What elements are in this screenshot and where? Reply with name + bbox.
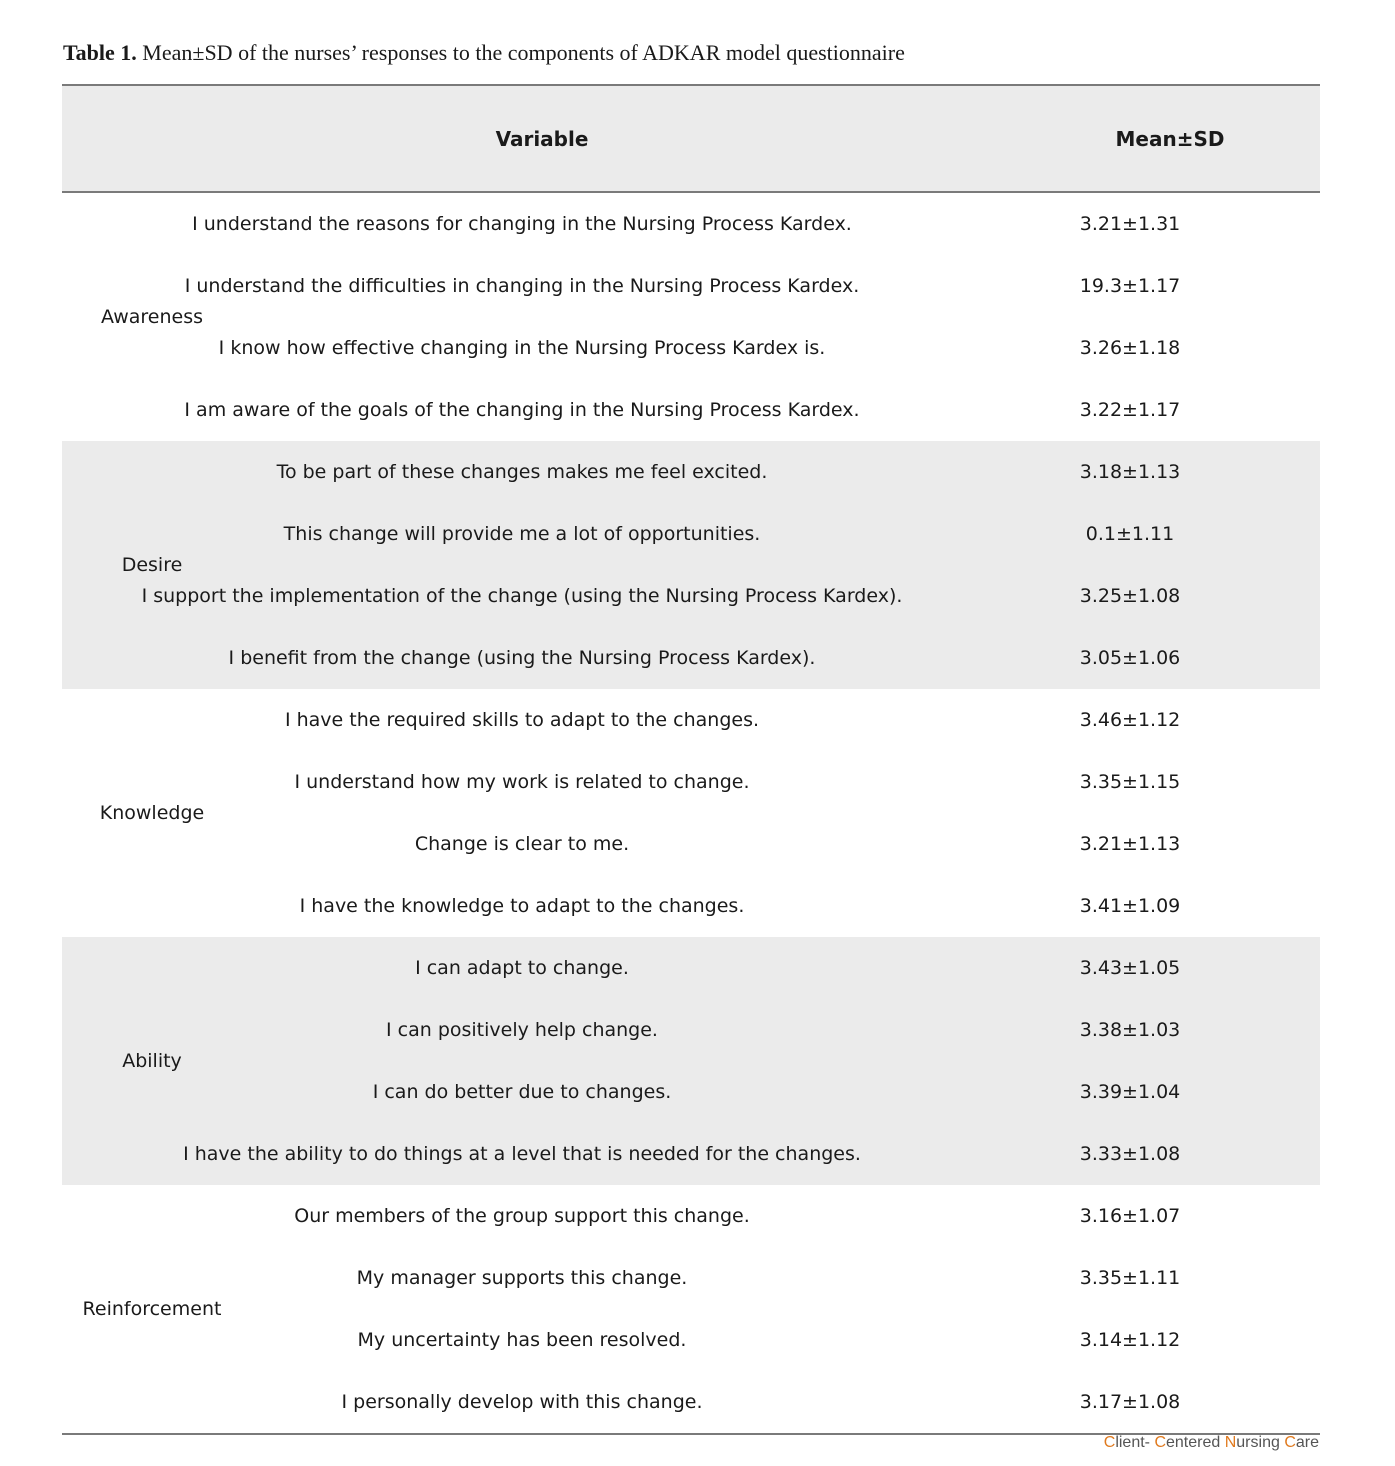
table-row bbox=[242, 999, 1320, 1061]
table-row bbox=[242, 689, 1320, 751]
table-header bbox=[62, 86, 1320, 191]
table-row bbox=[242, 875, 1320, 937]
footer-c3: C bbox=[1284, 1434, 1296, 1451]
row-value: 0.1±1.11 bbox=[1085, 523, 1175, 545]
row-value: 3.16±1.07 bbox=[1079, 1205, 1181, 1227]
footer-entered: entered bbox=[1166, 1434, 1225, 1451]
row-item: I understand how my work is related to change. bbox=[294, 771, 750, 793]
row-value: 3.18±1.13 bbox=[1079, 461, 1181, 483]
group-name: Knowledge bbox=[99, 802, 205, 824]
row-value: 19.3±1.17 bbox=[1079, 275, 1181, 297]
group-name: Reinforcement bbox=[82, 1298, 222, 1320]
row-item: I understand the reasons for changing in the Nursing Process Kardex. bbox=[192, 213, 852, 235]
table-row bbox=[184, 379, 1320, 441]
row-value: 3.21±1.13 bbox=[1079, 833, 1181, 855]
table-group bbox=[62, 193, 1320, 441]
row-item: My uncertainty has been resolved. bbox=[357, 1329, 687, 1351]
row-value: 3.33±1.08 bbox=[1079, 1143, 1181, 1165]
row-item: To be part of these changes makes me feel excited. bbox=[276, 461, 768, 483]
row-item: I personally develop with this change. bbox=[341, 1391, 703, 1413]
table-row bbox=[242, 937, 1320, 999]
table-body bbox=[62, 193, 1320, 1433]
row-item: I have the ability to do things at a level that is needed for the changes. bbox=[183, 1143, 861, 1165]
footer-lient: lient- bbox=[1115, 1434, 1155, 1451]
journal-footer bbox=[1104, 1434, 1319, 1452]
table-row bbox=[242, 751, 1320, 813]
row-value: 3.25±1.08 bbox=[1079, 585, 1181, 607]
group-rows bbox=[242, 1185, 1320, 1433]
header-mean-sd: Mean±SD bbox=[1115, 127, 1225, 151]
row-item: My manager supports this change. bbox=[356, 1267, 688, 1289]
group-name: Desire bbox=[121, 554, 183, 576]
row-item: I understand the difficulties in changing in the Nursing Process Kardex. bbox=[184, 275, 860, 297]
row-value: 3.35±1.11 bbox=[1079, 1267, 1181, 1289]
row-value: 3.41±1.09 bbox=[1079, 895, 1181, 917]
table-row bbox=[242, 441, 1320, 503]
footer-are: are bbox=[1295, 1434, 1319, 1451]
footer-c2: C bbox=[1154, 1434, 1166, 1451]
header-variable: Variable bbox=[495, 127, 589, 151]
table-row bbox=[242, 1061, 1320, 1123]
row-item: I know how effective changing in the Nursing Process Kardex is. bbox=[218, 337, 826, 359]
row-item: I benefit from the change (using the Nursing Process Kardex). bbox=[228, 647, 816, 669]
row-value: 3.39±1.04 bbox=[1079, 1081, 1181, 1103]
row-item: I have the knowledge to adapt to the changes. bbox=[299, 895, 745, 917]
table-group bbox=[62, 441, 1320, 689]
group-rows bbox=[183, 937, 1320, 1185]
table-row bbox=[242, 813, 1320, 875]
caption-label: Table 1. bbox=[63, 40, 137, 65]
row-item: This change will provide me a lot of opportunities. bbox=[283, 523, 761, 545]
row-value: 3.26±1.18 bbox=[1079, 337, 1181, 359]
row-value: 3.38±1.03 bbox=[1079, 1019, 1181, 1041]
row-item: Change is clear to me. bbox=[414, 833, 630, 855]
row-value: 3.14±1.12 bbox=[1079, 1329, 1181, 1351]
table-group bbox=[62, 1185, 1320, 1433]
row-item: I can adapt to change. bbox=[415, 957, 629, 979]
row-item: I can do better due to changes. bbox=[372, 1081, 672, 1103]
table-row bbox=[141, 565, 1320, 627]
group-name: Ability bbox=[122, 1050, 182, 1072]
table-row bbox=[242, 1309, 1320, 1371]
group-name: Awareness bbox=[100, 306, 204, 328]
caption-text: Mean±SD of the nurses’ responses to the components of ADKAR model questionnaire bbox=[136, 40, 905, 65]
table-row bbox=[218, 317, 1320, 379]
table-row bbox=[184, 255, 1320, 317]
table-group bbox=[62, 689, 1320, 937]
table-row bbox=[242, 503, 1320, 565]
row-value: 3.17±1.08 bbox=[1079, 1391, 1181, 1413]
table-row bbox=[242, 1247, 1320, 1309]
table-group bbox=[62, 937, 1320, 1185]
row-item: I am aware of the goals of the changing in the Nursing Process Kardex. bbox=[184, 399, 860, 421]
footer-n: N bbox=[1224, 1434, 1237, 1451]
table-row bbox=[228, 627, 1320, 689]
row-value: 3.43±1.05 bbox=[1079, 957, 1181, 979]
group-rows bbox=[242, 689, 1320, 937]
row-item: I have the required skills to adapt to the changes. bbox=[284, 709, 760, 731]
table-caption bbox=[63, 40, 905, 66]
row-value: 3.22±1.17 bbox=[1079, 399, 1181, 421]
row-value: 3.35±1.15 bbox=[1079, 771, 1181, 793]
table-row bbox=[242, 1371, 1320, 1433]
group-rows bbox=[184, 193, 1320, 441]
table-row bbox=[183, 1123, 1320, 1185]
table-row bbox=[192, 193, 1320, 255]
adkar-table bbox=[62, 84, 1320, 1435]
row-item: I can positively help change. bbox=[386, 1019, 658, 1041]
row-value: 3.21±1.31 bbox=[1079, 213, 1181, 235]
table-row bbox=[242, 1185, 1320, 1247]
footer-c1: C bbox=[1103, 1434, 1116, 1451]
row-value: 3.46±1.12 bbox=[1079, 709, 1181, 731]
row-item: Our members of the group support this change. bbox=[294, 1205, 750, 1227]
row-value: 3.05±1.06 bbox=[1079, 647, 1181, 669]
footer-ursing: ursing bbox=[1236, 1434, 1285, 1451]
row-item: I support the implementation of the change (using the Nursing Process Kardex). bbox=[141, 585, 903, 607]
